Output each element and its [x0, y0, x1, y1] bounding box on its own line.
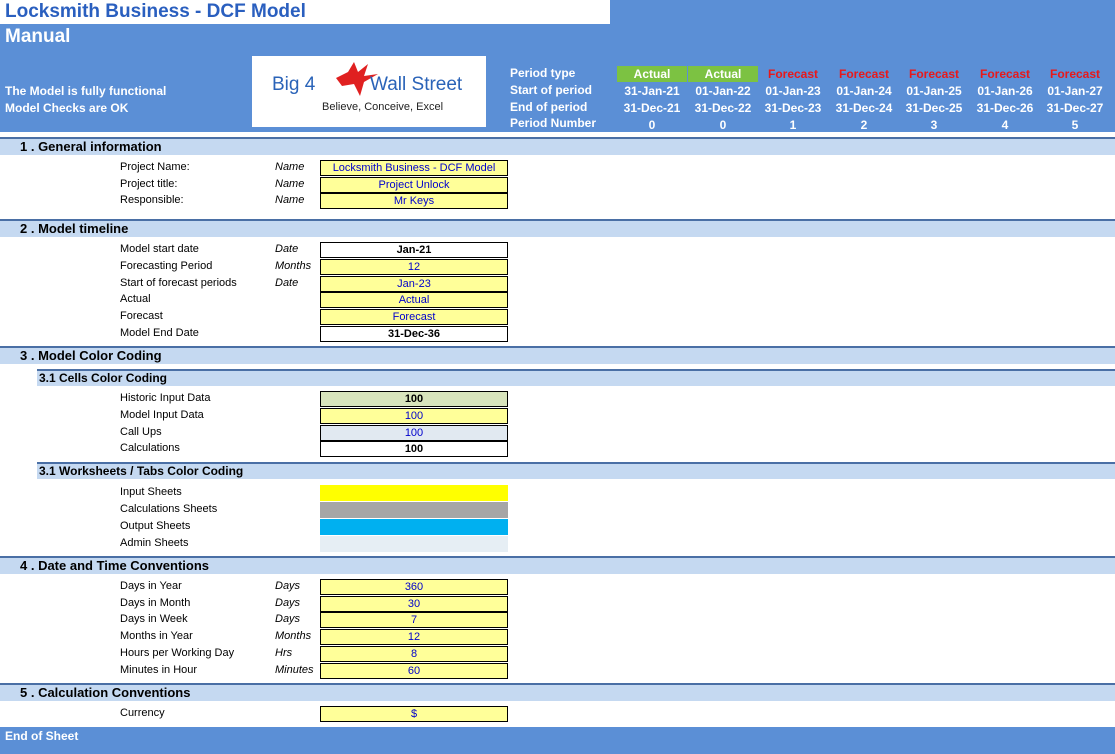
end-of-sheet-label: End of Sheet	[5, 729, 79, 743]
period-end-cell[interactable]: 31-Dec-21	[623, 101, 681, 115]
cell_coding-value-cell[interactable]: 100	[320, 441, 508, 457]
period-start-cell[interactable]: 31-Jan-21	[624, 84, 680, 98]
calc-row-label: Currency	[120, 707, 165, 719]
calc-value-cell[interactable]: $	[320, 706, 508, 722]
timeline-value-cell[interactable]: 12	[320, 259, 508, 275]
datetime-row-unit: Days	[275, 596, 301, 609]
period-type-cell[interactable]: Actual	[688, 66, 758, 82]
period-start-cell[interactable]: 01-Jan-27	[1047, 84, 1103, 98]
datetime-row-unit: Minutes	[275, 663, 314, 676]
subsection-title: 3.1 Cells Color Coding	[39, 371, 168, 385]
tab-color-swatch[interactable]	[320, 502, 508, 518]
datetime-row-label: Days in Month	[120, 596, 191, 609]
timeline-row-unit: Date	[275, 243, 299, 255]
period-end-cell[interactable]: 31-Dec-26	[976, 101, 1034, 115]
timeline-row-label: Model End Date	[120, 327, 199, 339]
model-title: Locksmith Business - DCF Model	[5, 1, 306, 22]
datetime-row-label: Months in Year	[120, 630, 193, 643]
timeline-row-label: Forecast	[120, 310, 163, 323]
datetime-value-cell[interactable]: 7	[320, 612, 508, 628]
section-model-timeline	[0, 219, 1115, 237]
tab-color-swatch[interactable]	[320, 519, 508, 535]
general-row-unit: Name	[275, 194, 305, 206]
timeline-value-cell[interactable]: Actual	[320, 292, 508, 308]
subsection-title: 3.1 Worksheets / Tabs Color Coding	[39, 464, 244, 478]
datetime-value-cell[interactable]: 60	[320, 663, 508, 679]
period-start-cell[interactable]: 01-Jan-24	[836, 84, 892, 98]
sheet-name: Manual	[5, 26, 71, 47]
general-value-cell[interactable]: Mr Keys	[320, 193, 508, 209]
timeline-row-label: Start of forecast periods	[120, 276, 237, 289]
general-value-cell[interactable]: Project Unlock	[320, 177, 508, 193]
period-type-cell[interactable]: Forecast	[908, 67, 960, 81]
cell_coding-row-label: Model Input Data	[120, 408, 204, 421]
section-title: 1 . General information	[20, 139, 162, 154]
cell_coding-value-cell[interactable]: 100	[320, 391, 508, 407]
datetime-value-cell[interactable]: 8	[320, 646, 508, 662]
logo-wallstreet-text: Wall Street	[370, 74, 463, 95]
datetime-value-cell[interactable]: 360	[320, 579, 508, 595]
tab-coding-label: Admin Sheets	[120, 537, 189, 549]
period-type-label: Period type	[510, 66, 576, 80]
general-row-label: Responsible:	[120, 194, 184, 206]
period-start-cell[interactable]: 01-Jan-25	[906, 84, 962, 98]
tab-coding-label: Output Sheets	[120, 520, 191, 532]
general-row-unit: Name	[275, 177, 305, 190]
timeline-row-unit: Months	[275, 259, 312, 272]
general-row-unit: Name	[275, 161, 305, 173]
period-number-cell[interactable]: 0	[719, 118, 727, 132]
period-type-cell[interactable]: Forecast	[979, 67, 1031, 81]
cell_coding-row-label: Historic Input Data	[120, 392, 211, 404]
subsection-tabs-color-coding	[37, 462, 1115, 479]
cell_coding-row-label: Call Ups	[120, 425, 162, 438]
general-row-label: Project Name:	[120, 161, 190, 173]
subsection-cells-color-coding	[37, 369, 1115, 386]
period-start-cell[interactable]: 01-Jan-23	[765, 84, 821, 98]
timeline-value-cell[interactable]: 31-Dec-36	[320, 326, 508, 342]
cell_coding-value-cell[interactable]: 100	[320, 408, 508, 424]
section-title: 2 . Model timeline	[20, 221, 129, 236]
period-type-cell[interactable]: Forecast	[1049, 67, 1101, 81]
period-end-cell[interactable]: 31-Dec-25	[905, 101, 963, 115]
datetime-value-cell[interactable]: 12	[320, 629, 508, 645]
section-title: 4 . Date and Time Conventions	[20, 558, 210, 573]
timeline-row-label: Actual	[120, 293, 151, 306]
period-number-cell[interactable]: 5	[1071, 118, 1079, 132]
general-row-label: Project title:	[120, 177, 178, 190]
tab-coding-label: Calculations Sheets	[120, 503, 218, 515]
period-end-cell[interactable]: 31-Dec-27	[1046, 101, 1104, 115]
timeline-row-label: Model start date	[120, 243, 199, 255]
datetime-row-label: Days in Year	[120, 580, 182, 592]
period-type-cell[interactable]: Forecast	[838, 67, 890, 81]
period-end-cell[interactable]: 31-Dec-22	[694, 101, 752, 115]
datetime-row-label: Days in Week	[120, 613, 188, 626]
end-of-period-label: End of period	[510, 100, 588, 114]
tab-color-swatch[interactable]	[320, 485, 508, 501]
logo-big4-text: Big 4	[272, 74, 316, 95]
timeline-value-cell[interactable]: Jan-23	[320, 276, 508, 292]
timeline-value-cell[interactable]: Forecast	[320, 309, 508, 325]
period-start-cell[interactable]: 01-Jan-26	[977, 84, 1033, 98]
timeline-row-unit: Date	[275, 276, 299, 289]
datetime-row-label: Minutes in Hour	[120, 663, 198, 676]
period-end-cell[interactable]: 31-Dec-24	[835, 101, 893, 115]
datetime-row-unit: Hrs	[275, 646, 293, 659]
tab-color-swatch[interactable]	[320, 536, 508, 552]
period-end-cell[interactable]: 31-Dec-23	[764, 101, 822, 115]
cell_coding-row-label: Calculations	[120, 442, 180, 455]
section-title: 3 . Model Color Coding	[20, 348, 162, 363]
cell_coding-value-cell[interactable]: 100	[320, 425, 508, 441]
period-number-cell[interactable]: 4	[1001, 118, 1009, 132]
end-of-sheet-bar	[0, 727, 1115, 754]
period-start-cell[interactable]: 01-Jan-22	[695, 84, 751, 98]
model-status: The Model is fully functional	[5, 84, 167, 98]
period-number-cell[interactable]: 1	[789, 118, 797, 132]
start-of-period-label: Start of period	[510, 83, 593, 97]
logo-tagline: Believe, Conceive, Excel	[322, 101, 444, 113]
period-type-cell[interactable]: Actual	[617, 66, 687, 82]
datetime-row-label: Hours per Working Day	[120, 646, 235, 659]
period-number-cell[interactable]: 3	[930, 118, 938, 132]
section-model-color-coding	[0, 346, 1115, 364]
datetime-row-unit: Days	[275, 580, 301, 592]
datetime-row-unit: Months	[275, 630, 312, 643]
datetime-row-unit: Days	[275, 613, 301, 626]
section-general-information	[0, 137, 1115, 155]
period-number-cell[interactable]: 2	[860, 118, 868, 132]
section-calculation-conventions	[0, 683, 1115, 701]
period-number-cell[interactable]: 0	[648, 118, 656, 132]
period-type-cell[interactable]: Forecast	[767, 67, 819, 81]
model-checks-status: Model Checks are OK	[5, 101, 129, 115]
general-value-cell[interactable]: Locksmith Business - DCF Model	[320, 160, 508, 176]
section-date-time-conventions	[0, 556, 1115, 574]
period-number-label: Period Number	[510, 116, 597, 130]
timeline-row-label: Forecasting Period	[120, 259, 213, 272]
tab-coding-label: Input Sheets	[120, 486, 182, 498]
timeline-value-cell[interactable]: Jan-21	[320, 242, 508, 258]
datetime-value-cell[interactable]: 30	[320, 596, 508, 612]
big4-logo	[252, 56, 486, 127]
section-title: 5 . Calculation Conventions	[20, 685, 191, 700]
